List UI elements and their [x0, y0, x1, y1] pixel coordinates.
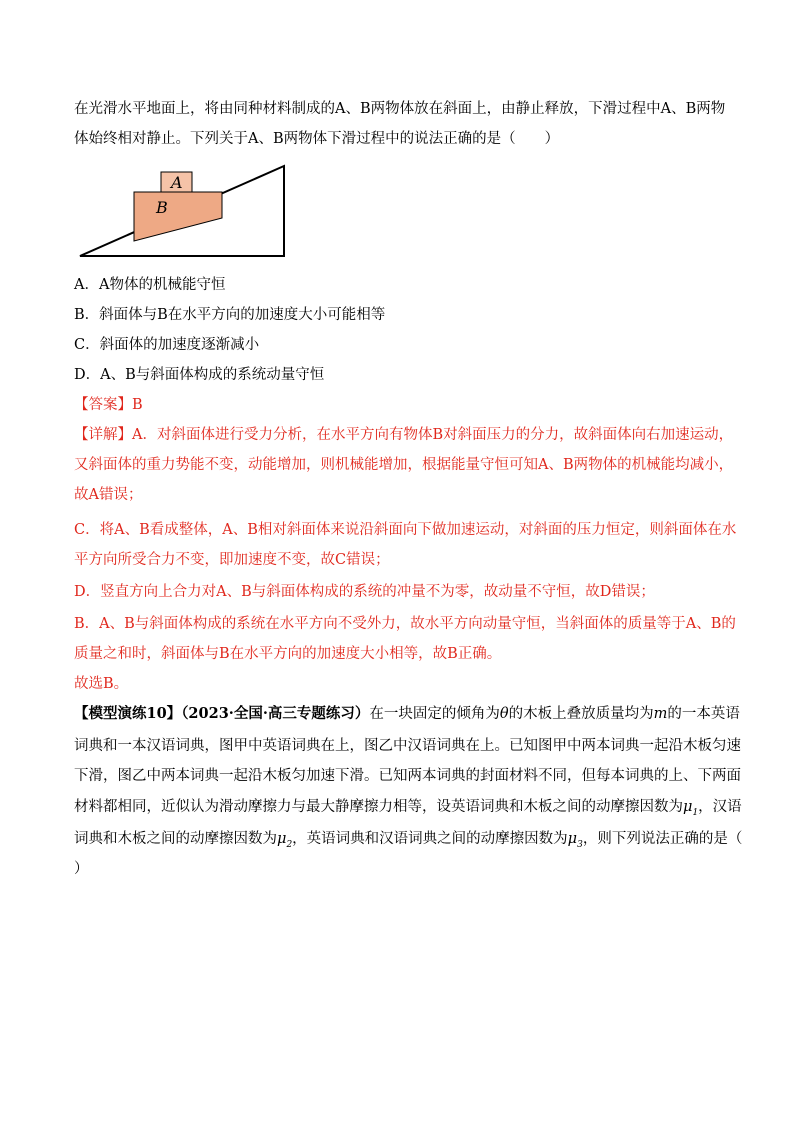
theta-symbol: θ — [499, 706, 509, 722]
option-d: D．A、B与斜面体构成的系统动量守恒 — [74, 367, 325, 383]
next-question-line-4: 材料都相同，近似认为滑动摩擦力与最大静摩擦力相等，设英语词典和木板之间的动摩擦因数为$\mu_1$，汉语 — [74, 799, 742, 818]
answer-line — [74, 395, 734, 415]
mu2-symbol: μ — [277, 831, 287, 847]
analysis-label: 【详解】 — [74, 427, 132, 443]
next-question-line-2: 词典和一本汉语词典，图甲中英语词典在上，图乙中汉语词典在上。已知图甲中两本词典一起沿木板匀速 — [74, 738, 741, 754]
analysis-line-4: C．将A、B看成整体，A、B相对斜面体来说沿斜面向下做加速运动，对斜面的压力恒定，则斜面体在水 — [74, 522, 737, 538]
analysis-line-3: 故A错误； — [74, 487, 143, 503]
analysis-line-8: 质量之和时，斜面体与B在水平方向的加速度大小相等，故B正确。 — [74, 646, 502, 662]
next-question-line-6: ） — [74, 861, 89, 877]
option-a: A．A物体的机械能守恒 — [74, 277, 226, 293]
analysis-line-6: D．竖直方向上合力对A、B与斜面体构成的系统的冲量不为零，故动量不守恒，故D错误； — [74, 584, 655, 600]
mass-symbol: m — [653, 706, 668, 722]
answer-label: 【答案】 — [74, 397, 132, 413]
next-question-line-5: 词典和木板之间的动摩擦因数为$\mu_2$，英语词典和汉语词典之间的动摩擦因数为$\mu_3$，则下列说法正确的是（ — [74, 831, 743, 850]
analysis-conclusion: 故选B。 — [74, 676, 129, 692]
option-b: B．斜面体与B在水平方向的加速度大小可能相等 — [74, 307, 386, 323]
analysis-line-1: 【详解】A．对斜面体进行受力分析，在水平方向有物体B对斜面压力的分力，故斜面体向右加速运动， — [74, 427, 734, 443]
analysis-line-5: 平方向所受合力不变，即加速度不变，故C错误； — [74, 552, 390, 568]
label-a: A — [171, 173, 183, 192]
question-line-1: 在光滑水平地面上，将由同种材料制成的A、B两物体放在斜面上，由静止释放，下滑过程中A、B两物 — [74, 101, 726, 117]
next-question-line-3: 下滑，图乙中两本词典一起沿木板匀加速下滑。已知两本词典的封面材料不同，但每本词典的上、下两面 — [74, 768, 741, 784]
incline-figure — [72, 160, 292, 260]
analysis-line-7: B．A、B与斜面体构成的系统在水平方向不受外力，故水平方向动量守恒，当斜面体的质量等于A、B的 — [74, 616, 736, 632]
mu1-symbol: μ — [683, 799, 693, 815]
next-question-line-1: 【模型演练10】（2023·全国·高三专题练习）在一块固定的倾角为θ的木板上叠放质量均为m的一本英语 — [74, 705, 740, 722]
analysis-line-2: 又斜面体的重力势能不变，动能增加，则机械能增加，根据能量守恒可知A、B两物体的机械能均减小， — [74, 457, 734, 473]
question-source: （2023·全国·高三专题练习） — [181, 705, 370, 722]
answer-value: B — [132, 397, 143, 413]
option-c: C．斜面体的加速度逐渐减小 — [74, 337, 260, 353]
question-line-2: 体始终相对静止。下列关于A、B两物体下滑过程中的说法正确的是（ ） — [74, 131, 560, 147]
mu3-symbol: μ — [567, 831, 578, 847]
label-b: B — [156, 198, 168, 217]
model-drill-label: 【模型演练10】 — [74, 705, 182, 722]
